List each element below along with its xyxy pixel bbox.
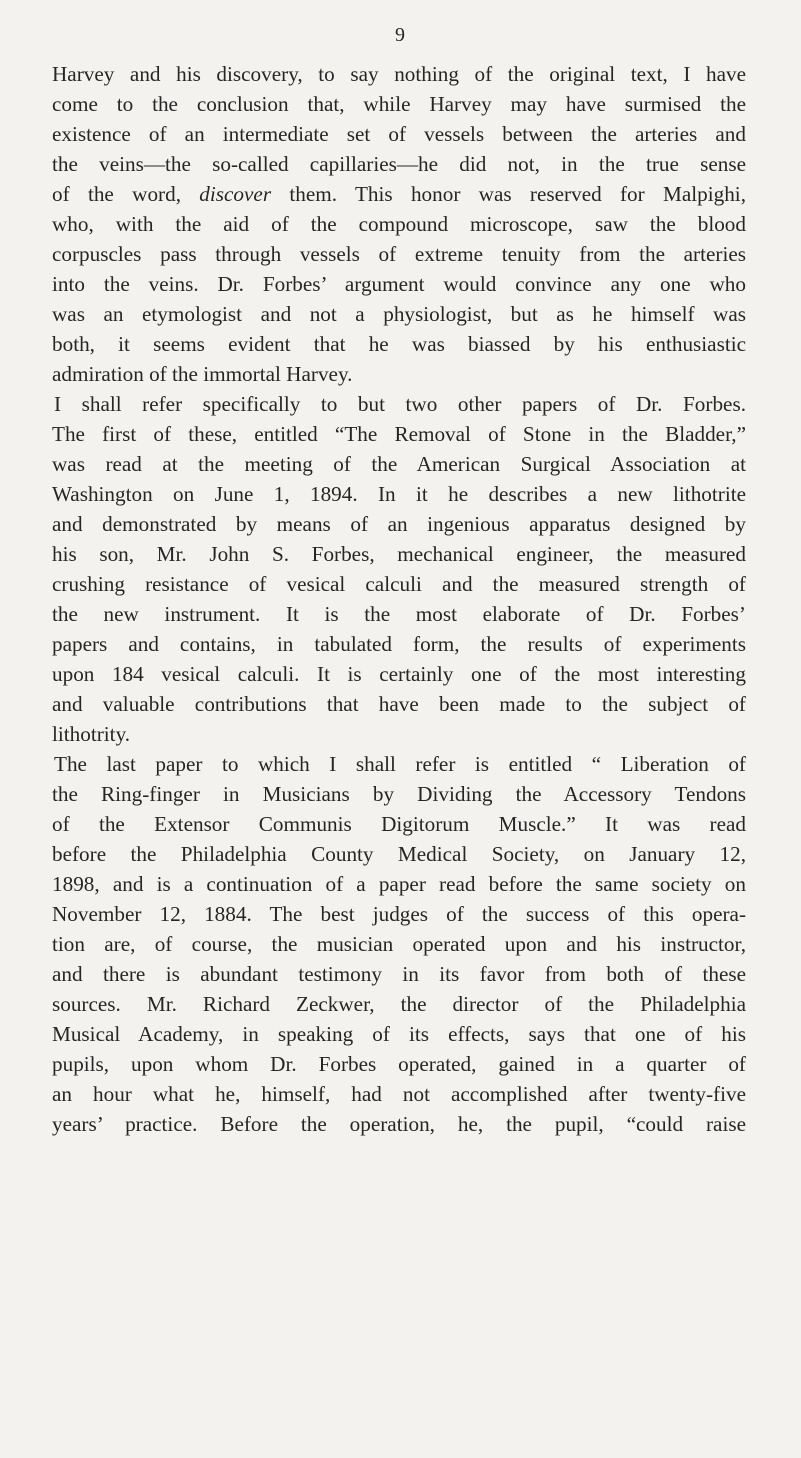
- text-line: of the word, discover them. This honor was reserved for Malpighi,: [52, 182, 746, 206]
- text-line: and there is abundant testimony in its favor from both of these: [52, 962, 746, 986]
- text-line: Washington on June 1, 1894. In it he describes a new lithotrite: [52, 482, 746, 506]
- text-line: papers and contains, in tabulated form, the results of experiments: [52, 632, 746, 656]
- text-line: lithotrity.: [52, 722, 131, 746]
- text-line: the new instrument. It is the most elaborate of Dr. Forbes’: [52, 602, 746, 626]
- text-line: The first of these, entitled “The Removal of Stone in the Bladder,”: [52, 422, 746, 446]
- text-line: admiration of the immortal Harvey.: [52, 362, 353, 386]
- text-line: Harvey and his discovery, to say nothing of the original text, I have: [52, 62, 746, 86]
- text-line: Musical Academy, in speaking of its effects, says that one of his: [52, 1022, 746, 1046]
- text-line: who, with the aid of the compound microscope, saw the blood: [52, 212, 746, 236]
- text-line: and valuable contributions that have been made to the subject of: [52, 692, 746, 716]
- page-number: 9: [395, 24, 406, 46]
- text-line: the Ring-finger in Musicians by Dividing the Accessory Tendons: [52, 782, 746, 806]
- text-line: sources. Mr. Richard Zeckwer, the director of the Philadelphia: [52, 992, 746, 1016]
- text-line: I shall refer specifically to but two other papers of Dr. Forbes.: [54, 392, 746, 416]
- text-line: was read at the meeting of the American Surgical Association at: [52, 452, 746, 476]
- text-line: was an etymologist and not a physiologist, but as he himself was: [52, 302, 746, 326]
- text-line: his son, Mr. John S. Forbes, mechanical engineer, the measured: [52, 542, 746, 566]
- text-line: the veins—the so-called capillaries—he did not, in the true sense: [52, 152, 746, 176]
- text-line: an hour what he, himself, had not accomplished after twenty-five: [52, 1082, 746, 1106]
- text-line: pupils, upon whom Dr. Forbes operated, gained in a quarter of: [52, 1052, 746, 1076]
- text-line: both, it seems evident that he was biassed by his enthusiastic: [52, 332, 746, 356]
- text-line: The last paper to which I shall refer is entitled “ Liberation of: [54, 752, 746, 776]
- text-line: years’ practice. Before the operation, he, the pupil, “could raise: [52, 1112, 746, 1136]
- text-line: 1898, and is a continuation of a paper read before the same society on: [52, 872, 746, 896]
- text-line: and demonstrated by means of an ingenious apparatus designed by: [52, 512, 746, 536]
- text-line: crushing resistance of vesical calculi and the measured strength of: [52, 572, 746, 596]
- emphasized-word: discover: [199, 182, 272, 206]
- text-line: November 12, 1884. The best judges of the success of this opera-: [52, 902, 746, 926]
- text-line: come to the conclusion that, while Harvey may have surmised the: [52, 92, 746, 116]
- text-line: before the Philadelphia County Medical Society, on January 12,: [52, 842, 746, 866]
- text-line: tion are, of course, the musician operated upon and his instructor,: [52, 932, 746, 956]
- text-line: into the veins. Dr. Forbes’ argument would convince any one who: [52, 272, 746, 296]
- text-line: corpuscles pass through vessels of extreme tenuity from the arteries: [52, 242, 746, 266]
- text-line: existence of an intermediate set of vessels between the arteries and: [52, 122, 746, 146]
- text-line: of the Extensor Communis Digitorum Muscle.” It was read: [52, 812, 746, 836]
- text-line: upon 184 vesical calculi. It is certainly one of the most interesting: [52, 662, 746, 686]
